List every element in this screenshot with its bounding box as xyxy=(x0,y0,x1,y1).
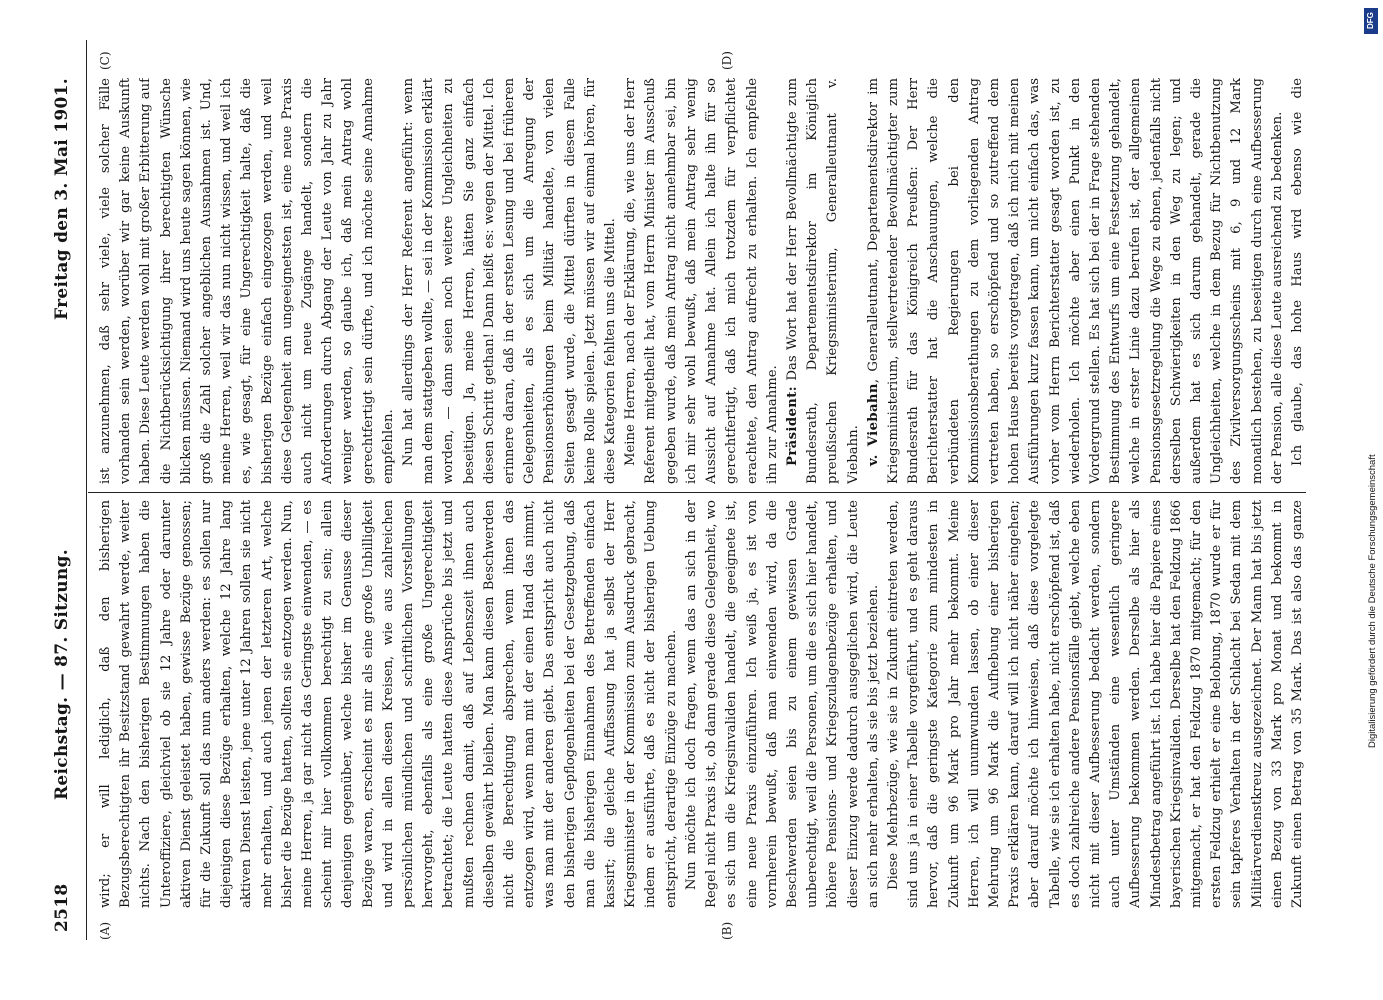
paragraph: Ich glaube, das hohe Haus wird ebenso wie die xyxy=(1289,78,1305,466)
column-divider xyxy=(88,492,1306,493)
paragraph: wird; er will lediglich, daß den bisherigen Bezugsberechtigten ihr Besitzstand gewahrt werde, weiter nichts. Nach den bisherigen Bestimmungen haben die Unteroffiziere, gleichviel ob sie 12 Jahre oder darunter aktiven Dienst geleistet haben, gewisse Bezüge genossen; für die Zukunft soll das nun anders werden: es sollen nur diejenigen diese Bezüge erhalten, welche 12 Jahre lang aktiven Dienst leisten, jene unter 12 Jahren sollen sie nicht mehr erhalten, und auch jenen der letzteren Art, welche bisher die Bezüge hatten, sollten sie entzogen werden. Nun, meine Herren, ja gar nicht das Geringste einwenden, — es scheint mir hier vollkommen berechtigt zu sein; allein denjenigen gegenüber, welche bisher im Genusse dieser Bezüge waren, erscheint es mir als eine große Unbilligkeit und wird in allen diesen Kreisen, wie aus zahlreichen persönlichen mündlichen und schriftlichen Vorstellungen hervorgeht, ebenfalls als eine große Ungerechtigkeit betrachtet; die Leute hatten diese Ansprüche bis jetzt und mußten rechnen damit, daß auf Lebenszeit ihnen auch dieselben gewährt bleiben. Man kann diesen Beschwerden nicht die Berechtigung absprechen, wenn ihnen das entzogen wird, wenn man mit der einen Hand das nimmt, was man mit der anderen giebt. Das entspricht auch nicht den bisherigen Gepflogenheiten bei der Gesetzgebung, daß man die bisherigen Einnahmen des Betreffenden einfach kassirt; die gleiche Auffassung hat ja selbst der Herr Kriegsminister in der Kommission zum Ausdruck gebracht, indem er ausführte, daß es nicht der bisherigen Uebung entspricht, derartige Einzüge zu machen. xyxy=(98,500,679,908)
dfg-logo: DFG xyxy=(1364,8,1378,34)
text-column-right xyxy=(96,78,1306,484)
page-header xyxy=(48,40,78,960)
paragraph: Meine Herren, nach der Erklärung, die, wie uns der Herr Referent mitgetheilt hat, vom Herrn Minister im Ausschuß gegeben wurde, daß mein Antrag nicht annehmbar sei, bin ich mir sehr wohl bewußt, daß mein Antrag sehr wenig Aussicht auf Annahme hat. Allein ich halte ihn für so gerechtfertigt, daß ich mich trotzdem für verpflichtet erachtete, den Antrag aufrecht zu erhalten. Ich empfehle ihn zur Annahme. xyxy=(623,78,780,484)
digitization-credit xyxy=(1365,8,1381,992)
paragraph: Nun hat allerdings der Herr Referent angeführt: wenn man dem stattgeben wollte, — sei in der Kommission erklärt worden, — dann seien noch weitere Ungleichheiten zu beseitigen. Ja, meine Herren, hätten Sie ganz einfach diesen Schritt gethan! Dann heißt es: wegen der Mittel. Ich erinnere daran, daß in der ersten Lesung und bei früheren Gelegenheiten, als es sich um die Anregung der Pensionserhöhungen beim Militär handelte, von vielen Seiten gesagt wurde, die Mittel dürften in diesem Falle keine Rolle spielen. Jetzt müssen wir auf einmal hören, für diese Kategorien fehlten uns die Mittel. xyxy=(401,78,619,484)
margin-marker-c: (C) xyxy=(98,51,112,70)
paragraph-president: Präsident: Das Wort hat der Herr Bevollmächtigte zum Bundesrath, Departementsdirektor im Königlich preußischen Kriegsministerium, Generalleutnant v. Viebahn. xyxy=(784,78,861,484)
text-column-left xyxy=(96,500,1306,908)
session-title: Reichstag. — 87. Sitzung. xyxy=(52,549,72,800)
margin-marker-a: (A) xyxy=(98,921,112,940)
header-rule xyxy=(86,40,87,940)
credit-text: Digitalisierung gefördert durch die Deutsche Forschungsgemeinschaft xyxy=(1367,454,1378,748)
paragraph: ist anzunehmen, daß sehr viele, viele solcher Fälle vorhanden sein werden, worüber wir gar keine Auskunft haben. Diese Leute werden wohl mit großer Erbitterung auf die Nichtberücksichtigung ihrer berechtigten Wünsche blicken müssen. Niemand wird uns heute sagen können, wie groß die Zahl solcher angeblichen Ausnahmen ist. Und, meine Herren, weil wir das nun nicht wissen, und weil ich es, wie gesagt, für eine Ungerechtigkeit halte, daß die bisherigen Bezüge einfach eingezogen werden, und weil diese Gelegenheit am ungeeignetsten ist, eine neue Praxis auch nicht um neue Zugänge handelt, sondern die Anforderungen durch Abgang der Leute von Jahr zu Jahr weniger werden, so glaube ich, daß mein Antrag wohl gerechtfertigt sein dürfte, und ich möchte seine Annahme empfehlen. xyxy=(98,78,396,484)
margin-marker-d: (D) xyxy=(720,51,734,70)
paragraph-viebahn: v. Viebahn, Generalleutnant, Departementsdirektor im Kriegsministerium, stellvertretender Bevollmächtigter zum Bundesrath für das Königreich Preußen: Der Herr Berichterstatter hat die Anschauungen, welche die verbündeten Regierungen bei den Kommissionsberathungen zu dem vorliegenden Antrag vertreten haben, so erschöpfend und so zutreffend dem hohen Hause bereits vorgetragen, daß ich mich mit meinen Ausführungen kurz fassen kann, um nicht einfach das, was vorher vom Herrn Berichterstatter gesagt worden ist, zu wiederholen. Ich möchte aber einen Punkt in den Vordergrund stellen. Es hat sich bei der in Frage stehenden Bestimmung des Entwurfs um eine Festsetzung gehandelt, welche in erster Linie dazu berufen ist, der allgemeinen Pensionsgesetzregelung die Wege zu ebnen, jedenfalls nicht derselben Schwierigkeiten in den Weg zu legen; und außerdem hat es sich darum gehandelt, gerade die Ungleichheiten, welche in dem Bezug für Nichtbenutzung des Zivilversorgungsscheins mit 6, 9 und 12 Mark monatlich bestehen, zu beseitigen durch eine Aufbesserung der Pension, alle diese Leute ausreichend zu bedenken. xyxy=(865,78,1285,484)
paragraph: Diese Mehrbezüge, wie sie in Zukunft eintreten werden, sind uns ja in einer Tabelle vorgeführt, und es geht daraus hervor, daß die geringste Kategorie zum mindesten in Zukunft um 96 Mark pro Jahr mehr bekommt. Meine Herren, ich will unumwunden lassen, ob einer dieser Mehrung um 96 Mark die Aufhebung einer bisherigen Praxis erklären kann, darauf will ich nicht näher eingehen; aber darauf möchte ich hinweisen, daß diese vorgelegte Tabelle, wie sie ich erhalten habe, nicht erschöpfend ist, daß es doch zahlreiche andere Pensionsfälle giebt, welche eben nicht mit dieser Aufbesserung bedacht werden, sondern auch unter Umständen eine wesentlich geringere Aufbesserung bekommen werden. Derselbe als hier als Mindestbetrag angeführt ist. Ich habe hier die Papiere eines bayerischen Kriegsinvaliden. Derselbe hat den Feldzug 1866 mitgemacht, er hat den Feldzug 1870 mitgemacht; für den ersten Feldzug erhielt er eine Belobung, 1870 wurde er für sein tapferes Verhalten in der Schlacht bei Sedan mit dem Militärverdienstkreuz ausgezeichnet. Der Mann hat bis jetzt einen Bezug von 33 Mark pro Monat und bekommt in Zukunft einen Betrag von 35 Mark. Das ist also das ganze xyxy=(885,500,1305,908)
margin-marker-b: (B) xyxy=(720,921,734,940)
speaker-label: v. Viebahn xyxy=(865,383,881,466)
page-number: 2518 xyxy=(52,883,72,932)
session-date: Freitag den 3. Mai 1901. xyxy=(52,78,72,320)
speaker-label: Präsident: xyxy=(784,385,800,466)
paragraph: Nun möchte ich doch fragen, wenn das an sich in der Regel nicht Praxis ist, ob dann gerade diese Gelegenheit, wo es sich um die Kriegsinvaliden handelt, die geeignete ist, eine neue Praxis einzuführen. Ich weiß ja, es ist von vornherein bewußt, daß man einwenden wird, da die Beschwerden seien bis zu einem gewissen Grade unberechtigt, weil die Personen, um die es sich hier handelt, höhere Pensions- und Kriegszulagenbezüge erhalten, und dieser Einzug werde dadurch ausgeglichen wird, die Leute an sich mehr erhalten, als sie bis jetzt beziehen. xyxy=(683,500,881,908)
